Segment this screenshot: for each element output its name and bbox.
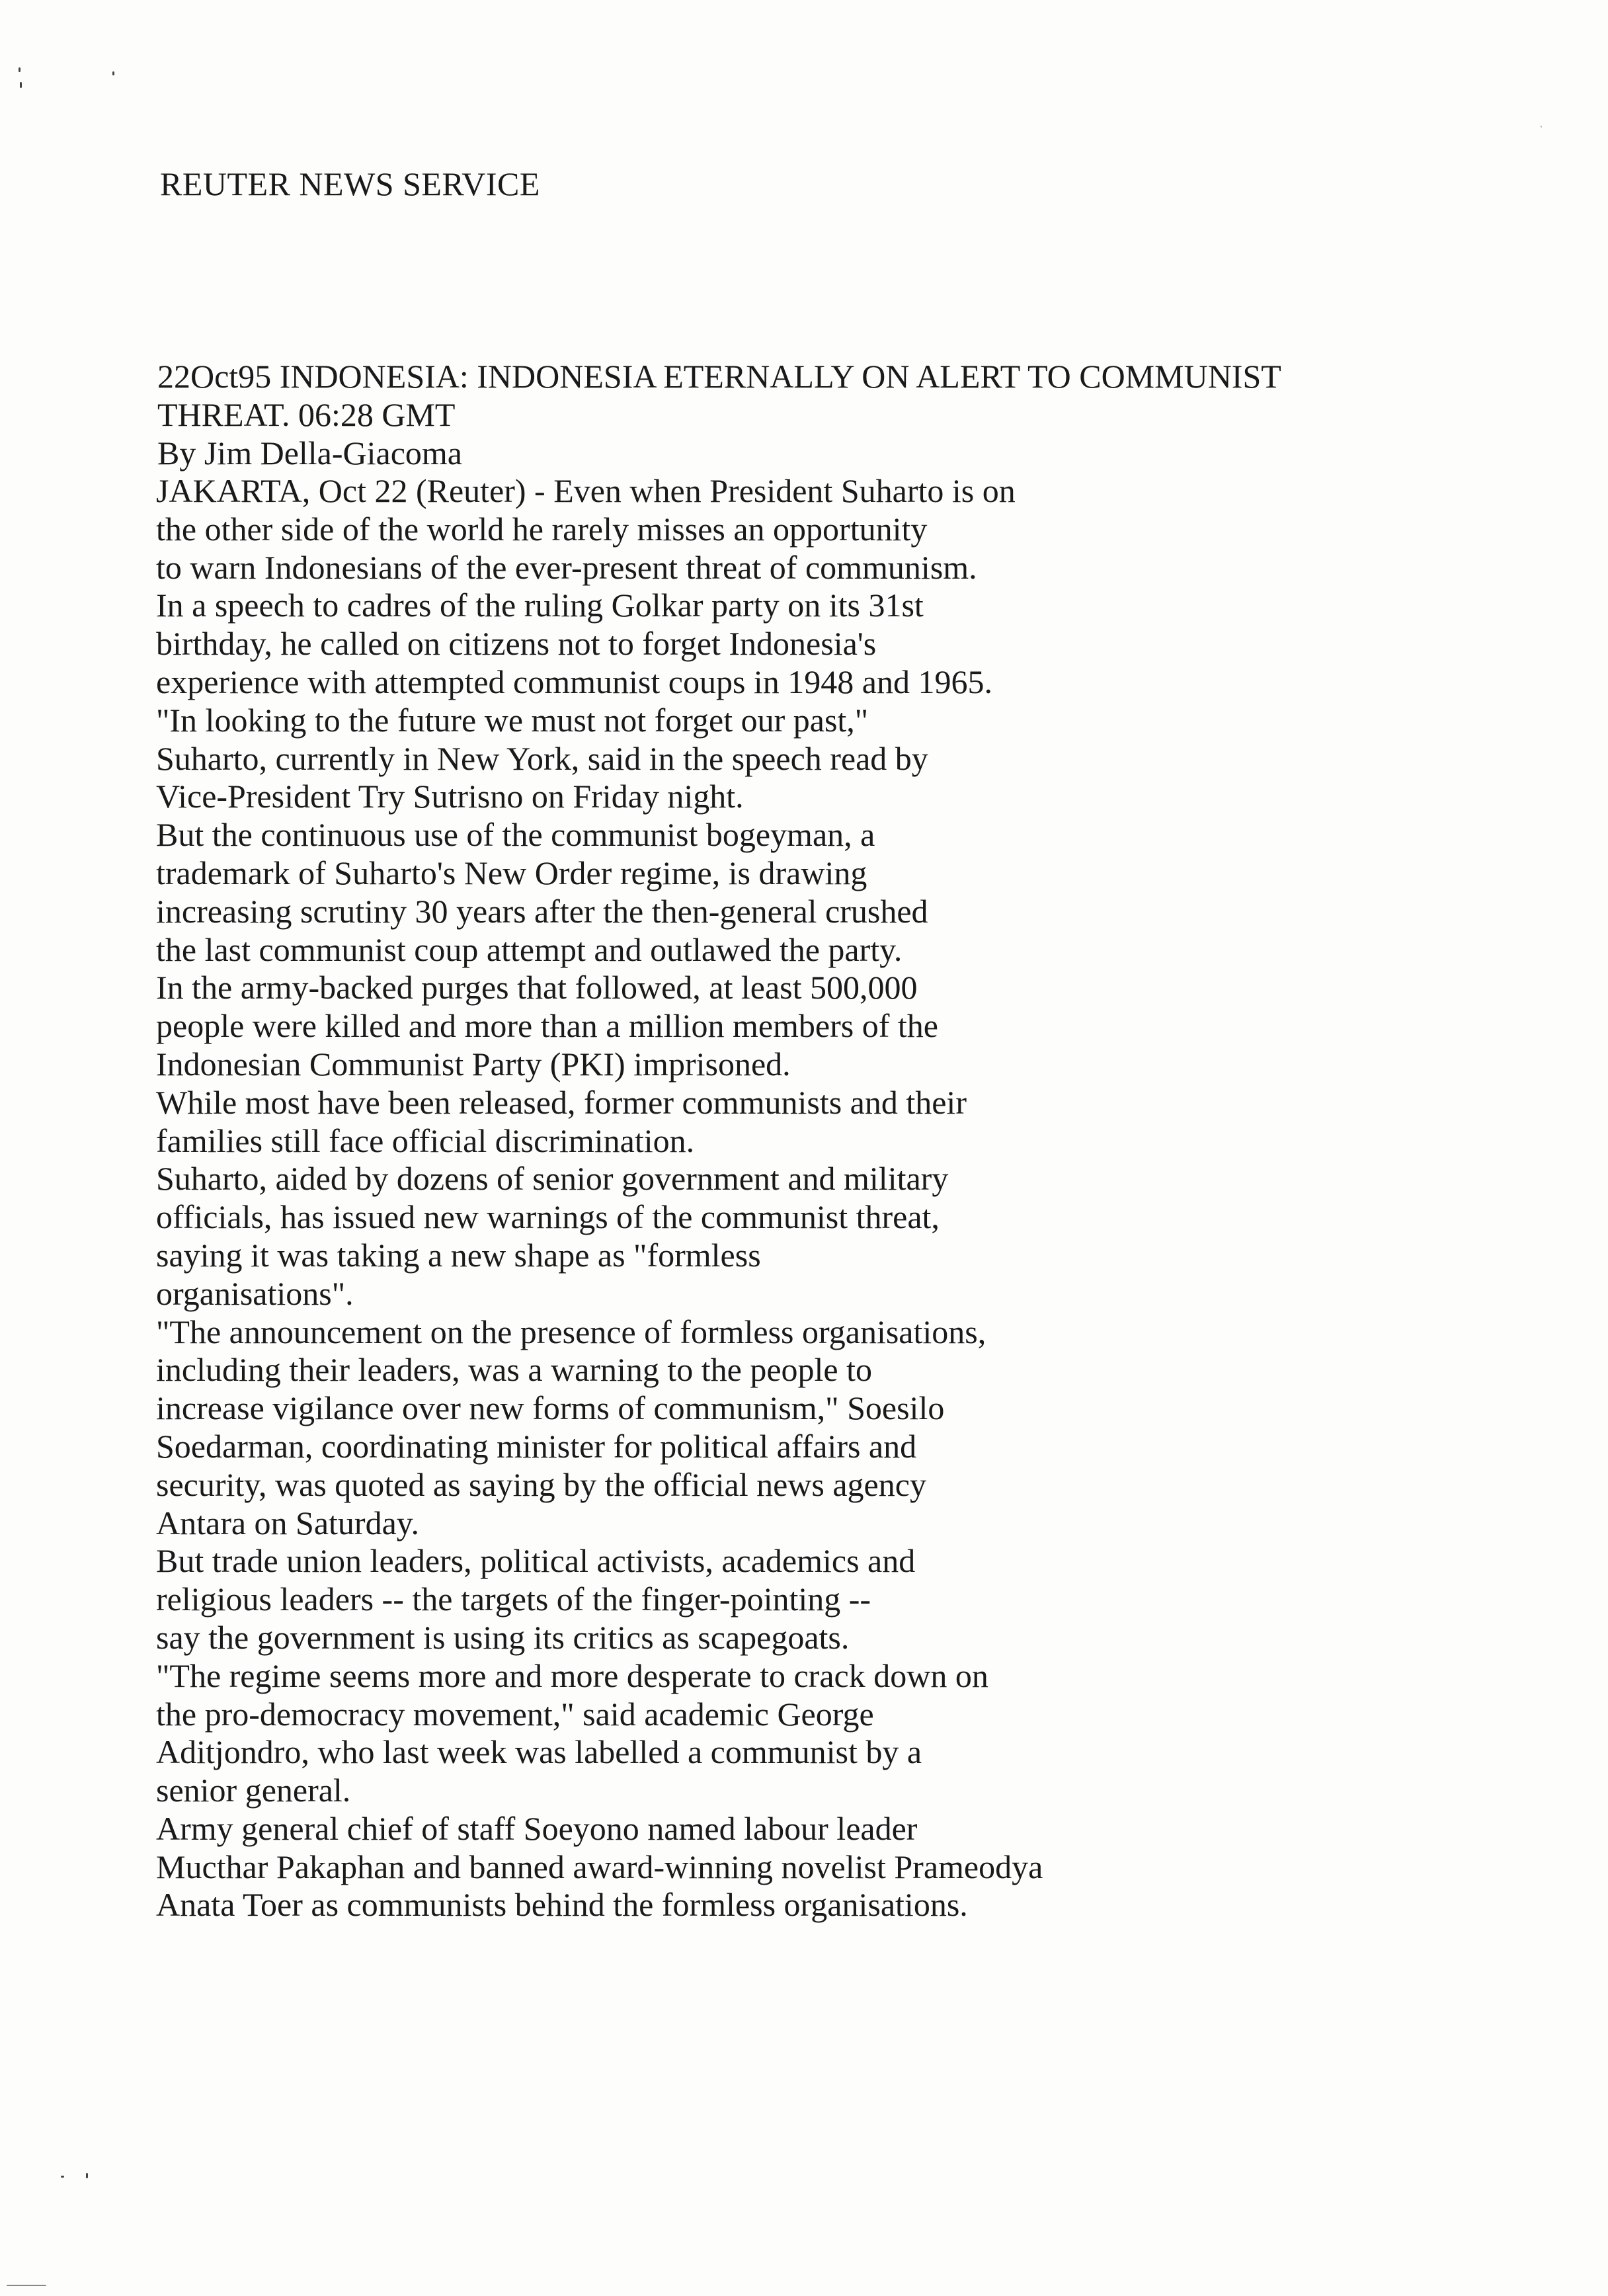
body-line: Anata Toer as communists behind the formless organisations. [156,1886,968,1924]
body-line: Soedarman, coordinating minister for political affairs and [156,1427,917,1465]
body-line: to warn Indonesians of the ever-present threat of communism. [156,548,977,586]
headline-line: THREAT. 06:28 GMT [157,396,456,433]
scan-speck [19,67,20,72]
body-line: Army general chief of staff Soeyono named labour leader [156,1809,918,1847]
body-line: Suharto, currently in New York, said in the speech read by [156,739,928,777]
body-line: officials, has issued new warnings of the communist threat, [156,1198,940,1236]
body-line: Indonesian Communist Party (PKI) imprisoned. [156,1045,791,1083]
body-line: Suharto, aided by dozens of senior government and military [156,1160,949,1198]
body-line: the pro-democracy movement," said academic George [156,1695,874,1733]
scan-speck [86,2173,88,2178]
body-line: Aditjondro, who last week was labelled a communist by a [156,1733,922,1771]
body-line: increasing scrutiny 30 years after the then-general crushed [156,892,928,930]
body-line: people were killed and more than a million members of the [156,1007,938,1045]
body-line: JAKARTA, Oct 22 (Reuter) - Even when President Suharto is on [156,472,1016,509]
body-line: birthday, he called on citizens not to forget Indonesia's [156,625,877,663]
headline [157,357,1546,434]
article-body [156,472,1280,1924]
body-line: Antara on Saturday. [156,1504,420,1541]
scan-speck [112,71,114,75]
body-line: But trade union leaders, political activists, academics and [156,1542,916,1580]
body-line: While most have been released, former communists and their [156,1083,967,1121]
body-line: senior general. [156,1772,351,1809]
scan-speck [61,2176,64,2178]
scan-speck [7,2285,46,2286]
body-line: In a speech to cadres of the ruling Golkar party on its 31st [156,587,924,624]
body-line: saying it was taking a new shape as "formless [156,1236,761,1274]
byline: By Jim Della-Giacoma [157,434,462,472]
body-line: families still face official discrimination. [156,1122,695,1159]
body-line: the other side of the world he rarely misses an opportunity [156,510,928,548]
body-line: In the army-backed purges that followed, at least 500,000 [156,969,918,1006]
body-line: experience with attempted communist coups in 1948 and 1965. [156,663,992,700]
body-line: "The regime seems more and more desperate to crack down on [156,1657,988,1694]
body-line: increase vigilance over new forms of communism," Soesilo [156,1389,945,1427]
body-line: "The announcement on the presence of formless organisations, [156,1313,986,1350]
body-line: "In looking to the future we must not forget our past," [156,701,869,739]
body-line: trademark of Suharto's New Order regime, is drawing [156,854,867,891]
body-line: religious leaders -- the targets of the finger-pointing -- [156,1580,871,1618]
service-header: REUTER NEWS SERVICE [160,165,540,202]
body-line: security, was quoted as saying by the official news agency [156,1465,926,1503]
body-line: say the government is using its critics as scapegoats. [156,1618,850,1656]
body-line: Mucthar Pakaphan and banned award-winning novelist Prameodya [156,1848,1043,1885]
scan-speck [1541,126,1542,128]
headline-line: 22Oct95 INDONESIA: INDONESIA ETERNALLY ON ALERT TO COMMUNIST [157,358,1281,395]
body-line: organisations". [156,1274,354,1312]
body-line: But the continuous use of the communist bogeyman, a [156,816,875,854]
body-line: Vice-President Try Sutrisno on Friday night. [156,778,744,815]
scan-speck [20,82,22,88]
body-line: including their leaders, was a warning to the people to [156,1351,873,1389]
body-line: the last communist coup attempt and outlawed the party. [156,930,903,968]
